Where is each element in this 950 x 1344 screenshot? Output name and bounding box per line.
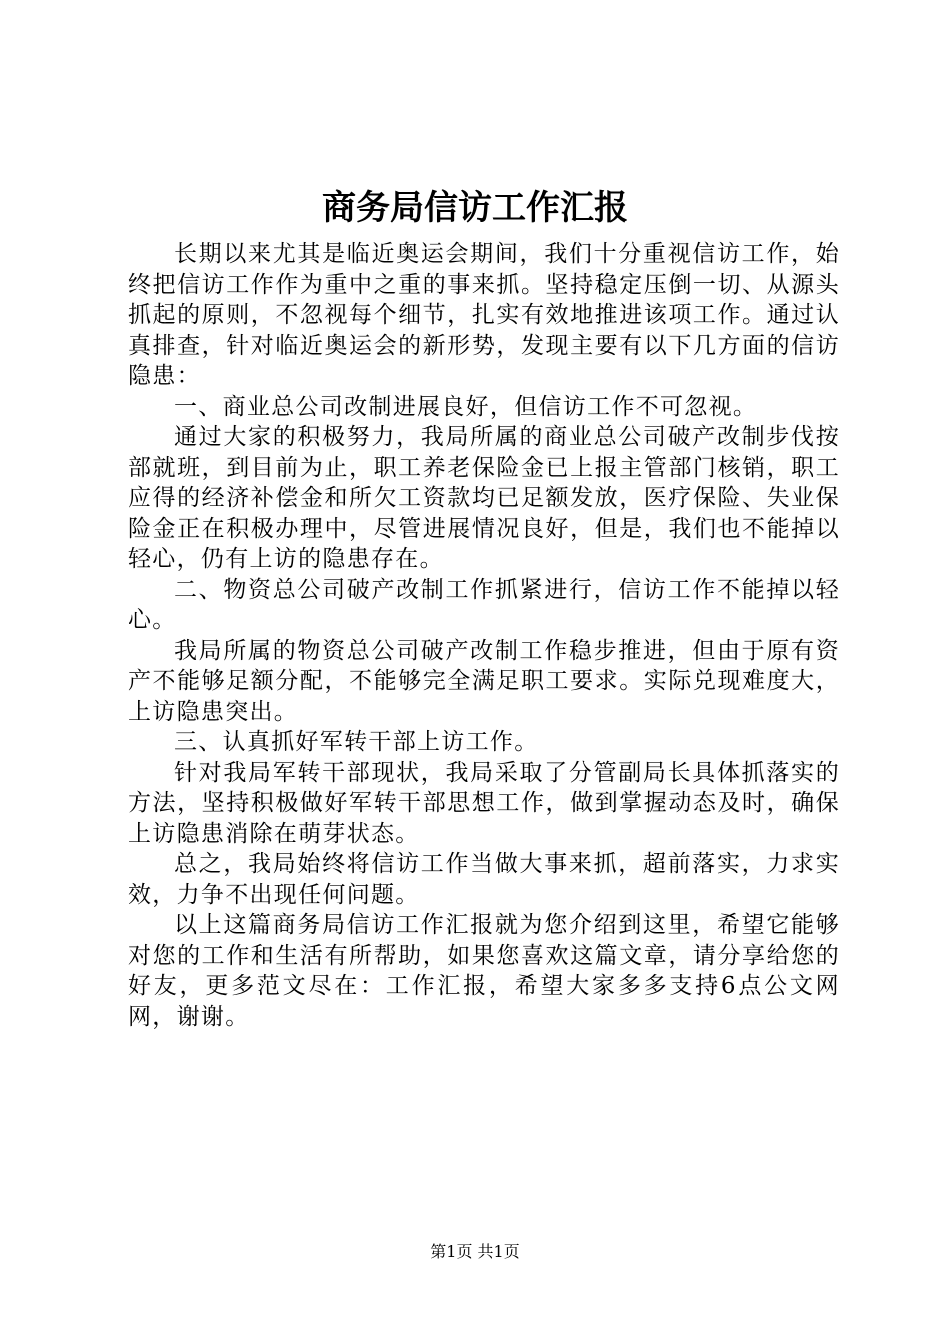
section-heading-3: 三、认真抓好军转干部上访工作。 [174,729,539,755]
paragraph-summary: 总之，我局始终将信访工作当做大事来抓，超前落实，力求实效，力争不出现任何问题。 [128,851,840,908]
page-footer: 第1页 共1页 [430,1242,520,1261]
paragraph-section-3: 针对我局军转干部现状，我局采取了分管副局长具体抓落实的方法，坚持积极做好军转干部思想工作，做到掌握动态及时，确保上访隐患消除在萌芽状态。 [128,759,840,847]
paragraph-section-2: 我局所属的物资总公司破产改制工作稳步推进，但由于原有资产不能够足额分配，不能够完全满足职工要求。实际兑现难度大，上访隐患突出。 [128,637,840,725]
paragraph-intro: 长期以来尤其是临近奥运会期间，我们十分重视信访工作，始终把信访工作作为重中之重的事来抓。坚持稳定压倒一切、从源头抓起的原则，不忽视每个细节，扎实有效地推进该项工作。通过认真排查，针对临近奥运会的新形势，发现主要有以下几方面的信访隐患： [128,241,840,389]
document-title: 商务局信访工作汇报 [322,188,628,228]
section-heading-1: 一、商业总公司改制进展良好，但信访工作不可忽视。 [174,393,758,420]
section-heading-2: 二、物资总公司破产改制工作抓紧进行，信访工作不能掉以轻心。 [128,576,840,633]
document-body [128,239,840,1032]
paragraph-closing: 以上这篇商务局信访工作汇报就为您介绍到这里，希望它能够对您的工作和生活有所帮助，如果您喜欢这篇文章，请分享给您的好友，更多范文尽在：工作汇报，希望大家多多支持6点公文网网，谢谢。 [128,912,840,1030]
paragraph-section-1: 通过大家的积极努力，我局所属的商业总公司破产改制步伐按部就班，到目前为止，职工养老保险金已上报主管部门核销，职工应得的经济补偿金和所欠工资款均已足额发放，医疗保险、失业保险金正在积极办理中，尽管进展情况良好，但是，我们也不能掉以轻心，仍有上访的隐患存在。 [128,424,840,572]
